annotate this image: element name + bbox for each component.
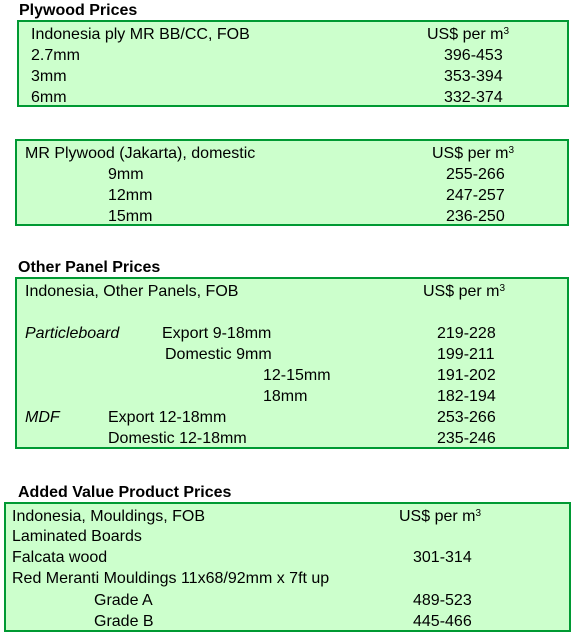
row-label: Grade A [94,592,153,609]
unit-header: US$ per $m^3$ [432,145,515,162]
table-title: Indonesia, Other Panels, FOB [25,283,239,300]
row-price: 235-246 [437,430,496,447]
table-title: MR Plywood (Jakarta), domestic [25,145,256,162]
row-price: 332-374 [444,89,503,106]
row-price: 236-250 [446,208,505,225]
row-price: 199-211 [437,346,495,363]
row-label: Export 9-18mm [162,325,272,342]
row-label: 3mm [31,68,67,85]
plywood-prices-heading: Plywood Prices [19,2,138,19]
row-price: 182-194 [437,388,496,405]
particleboard-label: Particleboard [25,325,120,342]
unit-header: US$ per $m^3$ [423,283,506,300]
meranti-label: Red Meranti Mouldings 11x68/92mm x 7ft up [12,570,330,587]
plywood-domestic-table [15,139,569,226]
row-label: Falcata wood [12,549,108,566]
laminated-boards-label: Laminated Boards [12,528,142,545]
unit-header: US$ per $m^3$ [427,26,510,43]
row-label: 9mm [108,166,144,183]
row-price: 253-266 [437,409,496,426]
mdf-label: MDF [25,409,60,426]
row-price: 191-202 [437,367,496,384]
row-price: 489-523 [413,592,472,609]
row-price: 396-453 [444,47,503,64]
row-label: 2.7mm [31,47,80,64]
row-label: Domestic 12-18mm [108,430,247,447]
row-label: Domestic 9mm [165,346,272,363]
row-label: 12-15mm [263,367,331,384]
row-price: 247-257 [446,187,505,204]
row-price: 353-394 [444,68,503,85]
unit-header: US$ per $m^3$ [399,508,482,525]
row-label: 12mm [108,187,153,204]
row-price: 301-314 [413,549,472,566]
other-panel-prices-heading: Other Panel Prices [18,259,161,276]
other-panel-table [15,277,569,449]
table-title: Indonesia ply MR BB/CC, FOB [31,26,250,43]
row-label: 15mm [108,208,153,225]
plywood-export-table [17,20,569,107]
row-price: 219-228 [437,325,496,342]
row-price: 445-466 [413,613,472,630]
row-label: 18mm [263,388,308,405]
added-value-table [4,502,571,632]
added-value-prices-heading: Added Value Product Prices [18,484,232,501]
table-title: Indonesia, Mouldings, FOB [12,508,205,525]
row-price: 255-266 [446,166,505,183]
row-label: Grade B [94,613,154,630]
row-label: Export 12-18mm [108,409,227,426]
row-label: 6mm [31,89,67,106]
